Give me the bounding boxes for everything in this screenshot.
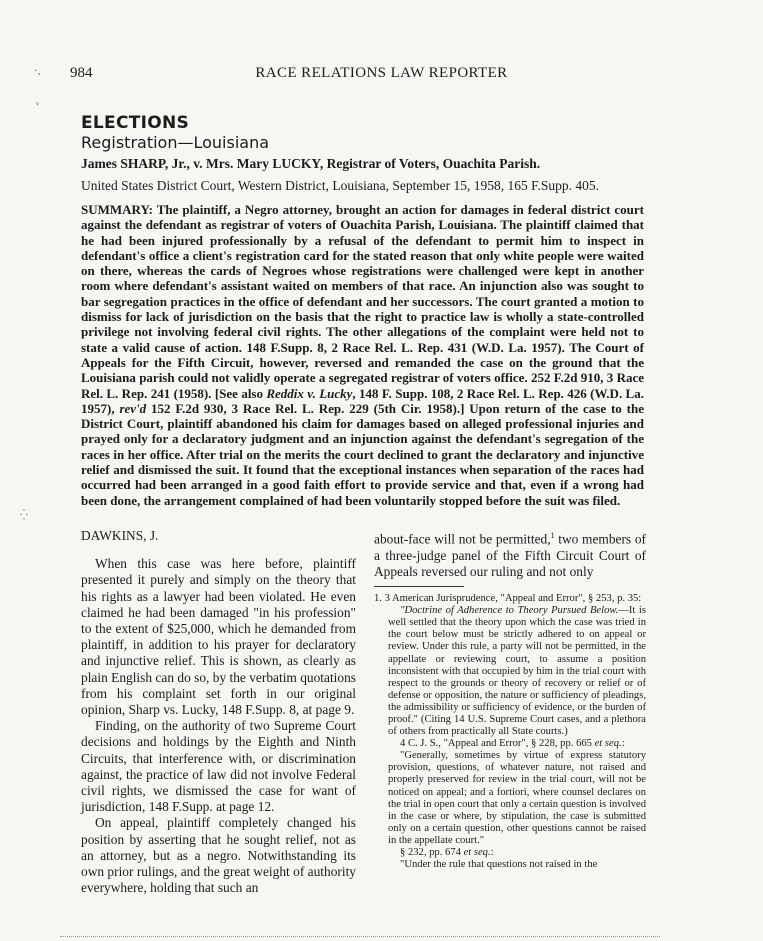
section-subtitle: Registration—Louisiana — [81, 133, 270, 152]
cite3-etseq: et seq. — [463, 847, 491, 859]
opinion-paragraph-2: Finding, on the authority of two Supreme Court decisions and holdings by the Eighth and Ninth Circuits, that interference with, or discrimination against, the practice of law did not involve Federal civil rights, we dismissed the case for want of jurisdiction, 148 F.Supp. at page 12. — [81, 718, 356, 815]
scan-speck: ⁛ — [20, 510, 28, 521]
court-citation: United States District Court, Western District, Louisiana, September 15, 1958, 165 F.Supp. 405. — [81, 178, 600, 193]
cite2-text: 4 C. J. S., "Appeal and Error", § 228, pp. 665 — [400, 738, 595, 750]
summary-label: SUMMARY: — [81, 202, 154, 217]
judge-name: DAWKINS, J. — [81, 528, 159, 543]
opinion-paragraph-3: On appeal, plaintiff completely changed his position by asserting that he sought relief, not as an attorney, but as a negro. Notwithstanding its own prior rulings, and the great weight of authority everywhere, holding that such an — [81, 815, 356, 896]
summary-text-2: , 148 F. Supp. 108, 2 Race Rel. L. Rep. 426 (W.D. La. 1957), — [81, 385, 644, 416]
case-title: James SHARP, Jr., v. Mrs. Mary LUCKY, Registrar of Voters, Ouachita Parish. — [81, 156, 541, 171]
summary-text-1: The plaintiff, a Negro attorney, brought an action for damages in federal district court against the defendant as registrar of voters of Ouachita Parish, Louisiana. The plaintiff claimed that he had been injured professionally by a refusal of the defendant to permit him to inspect in defendant's office a client's registration card for the stated reason that only white people were waited on there, whereas the cards of Negroes whose registrations were challenged were kept in another room where defendant's assistant waited on members of that race. An injunction also was sought to bar segregation practices in the office of defendant and her successors. The court granted a motion to dismiss for lack of jurisdiction on the basis that the right to practice law is wholly a state-controlled privilege not involving federal civil rights. The other allegations of the complaint were held not to state a valid cause of action. 148 F.Supp. 8, 2 Race Rel. L. Rep. 431 (W.D. La. 1957). The Court of Appeals for the Fifth Circuit, however, reversed and remanded the case on the ground that the Louisiana parish could not validly operate a segregated registrar of voters office. 252 F.2d 910, 3 Race Rel. L. Rep. 241 (1958). [See also — [81, 202, 644, 401]
footnote-cite-3 — [374, 847, 646, 859]
cite3-colon: : — [490, 847, 494, 859]
opinion-right-column — [374, 528, 646, 871]
footnote-ref: 1 — [550, 531, 555, 540]
footnote-quote-title: "Doctrine of Adherence to Theory Pursued Below. — [400, 605, 619, 617]
footnote-cite-2 — [374, 738, 646, 750]
scan-speck: ᵛ — [36, 100, 39, 111]
page-number: 984 — [70, 65, 93, 81]
summary-paragraph — [81, 202, 644, 508]
continued-text-b: two members of a three-judge panel of the Fifth Circuit Court of Appeals reversed our ruling and not only — [374, 531, 646, 579]
section-title: ELECTIONS — [81, 113, 190, 133]
running-head: RACE RELATIONS LAW REPORTER — [255, 65, 508, 81]
continued-text-a: about-face will not be permitted, — [374, 531, 551, 547]
footnote-quote-body: —It is well settled that the theory upon which the case was tried in the court below must be strictly adhered to on appeal or review. Under this rule, a party will not be permitted, in the appellate or reviewing court, to assume a position inconsistent with that occupied by him in the trial court with respect to the grounds or theory of recovery or relief or of defense or opposition, the nature or sufficiency of pleadings, the admissibility or sufficiency of evidence, or the burden of proof." (Citing 14 U.S. Supreme Court cases, and a plethora of others from practically all State courts.) — [388, 605, 647, 738]
scan-speck: ·‚ — [34, 66, 41, 77]
footnote-rule — [374, 586, 464, 587]
cite3-text: § 232, pp. 674 — [400, 847, 464, 859]
footnote-quote-2: "Generally, sometimes by virtue of express statutory provision, questions, of whatever nature, not raised and properly preserved for review in the trial court, will not be noticed on appeal; and a fortiori, where counsel declares on the trial in open court that only a certain question is involved in the case or where, by stipulation, the case is submitted only on a certain question, other questions cannot be raised in the appellate court." — [388, 750, 647, 846]
summary-case-name: Reddix v. Lucky — [266, 385, 353, 401]
summary-revd: rev'd — [119, 400, 147, 416]
cite2-etseq: et seq. — [594, 738, 622, 750]
opinion-paragraph-1: When this case was here before, plaintiff presented it purely and simply on the theory that his rights as a lawyer had been violated. He even claimed he had been damaged "in his profession" to the extent of $25,000, which he demanded from plaintiff, in addition to his prayer for declaratory and injunctive relief. This is shown, as clearly as plain English can do so, by the verbatim quotations from his complaint set forth in our original opinion, Sharp vs. Lucky, 148 F.Supp. 8, at page 9. — [81, 556, 356, 718]
opinion-paragraph-continued — [374, 528, 646, 580]
cite2-colon: : — [621, 738, 625, 750]
footnote-line-1: 1. 3 American Jurisprudence, "Appeal and Error", § 253, p. 35: — [374, 593, 642, 605]
opinion-left-column — [81, 528, 356, 896]
scan-bottom-edge — [60, 936, 660, 937]
summary-text-3: 152 F.2d 930, 3 Race Rel. L. Rep. 229 (5th Cir. 1958).] Upon return of the case to the District Court, plaintiff abandoned his claim for damages based on alleged professional injuries and prayed only for a declaratory judgment and an injunction against the defendant's segregation of the races in her office. After trial on the merits the court declined to grant the declaratory and injunctive relief and dismissed the suit. It found that the exceptional instances when separation of the races had occurred had been arranged in a good faith effort to provide service and that, even if a wrong had been done, the arrangement complained of had been voluntarily stopped before the suit was filed. — [81, 400, 644, 508]
footnote — [374, 593, 646, 871]
footnote-quote-1 — [374, 605, 646, 738]
footnote-quote-3: "Under the rule that questions not raised in the — [400, 859, 598, 871]
